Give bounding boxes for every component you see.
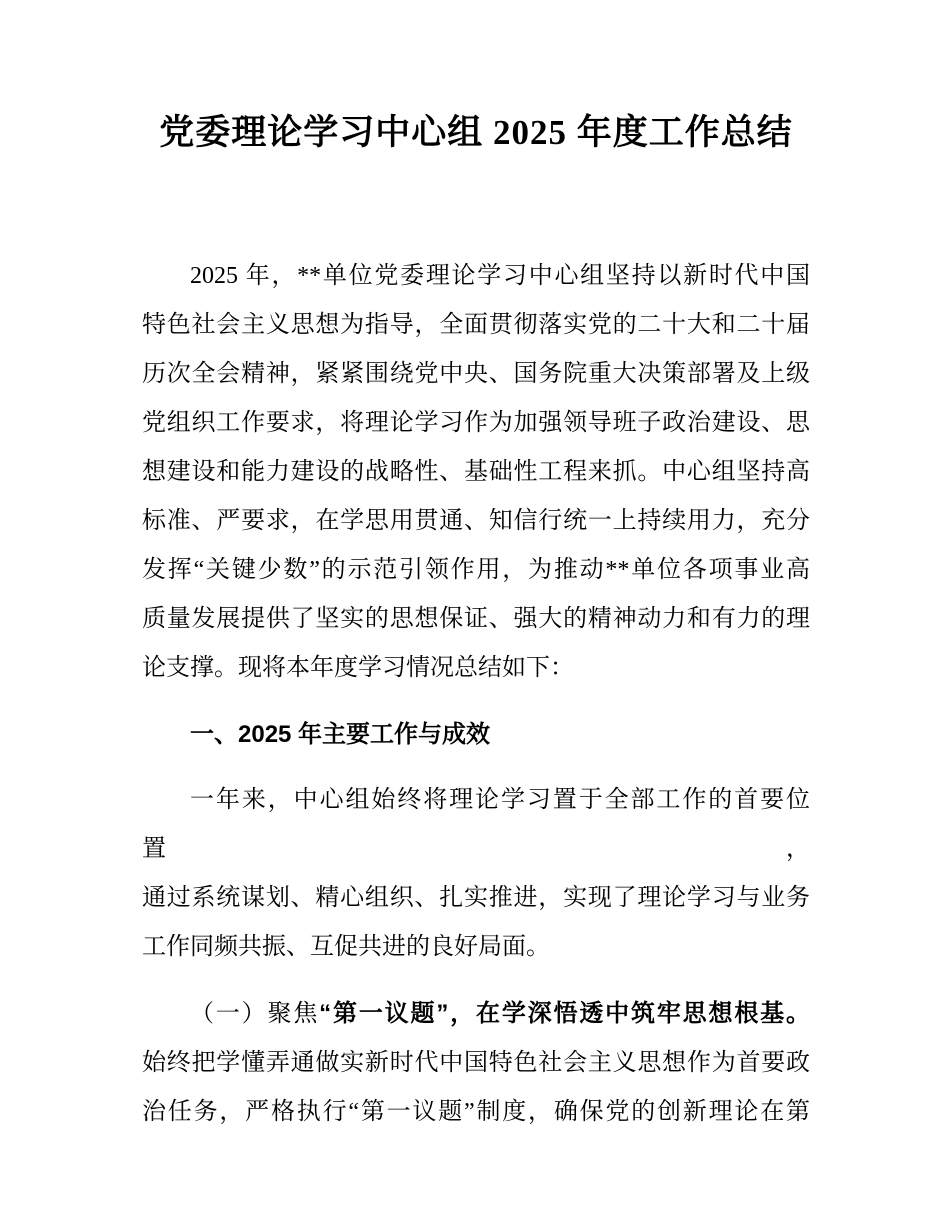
subsection-lead-bold: “第一议题”，在学深悟透中筑牢思想根基。	[319, 1000, 811, 1027]
text-line: 工作同频共振、互促共进的良好局面。	[142, 934, 550, 960]
text-line: 2025 年，**单位党委理论学习中心组坚持以新时代中国	[190, 263, 810, 289]
text-line: 始终把学懂弄通做实新时代中国特色社会主义思想作为首要政	[142, 1050, 810, 1076]
text-line: 通过系统谋划、精心组织、扎实推进，实现了理论学习与业务	[142, 885, 810, 911]
paragraph-section1-body	[142, 776, 810, 972]
text-line: 标准、严要求，在学思用贯通、知信行统一上持续用力，充分	[142, 508, 810, 534]
text-line: 想建设和能力建设的战略性、基础性工程来抓。中心组坚持高	[142, 459, 810, 485]
text-line: 党组织工作要求，将理论学习作为加强领导班子政治建设、思	[142, 410, 810, 436]
text-line-mixed	[142, 989, 810, 1039]
text-line: 历次全会精神，紧紧围绕党中央、国务院重大决策部署及上级	[142, 361, 810, 387]
paragraph-subsection1	[142, 989, 810, 1137]
text-line: 质量发展提供了坚实的思想保证、强大的精神动力和有力的理	[142, 606, 810, 632]
text-line: 发挥“关键少数”的示范引领作用，为推动**单位各项事业高	[142, 557, 810, 583]
text-line: 论支撑。现将本年度学习情况总结如下：	[142, 655, 574, 681]
text-line: 治任务，严格执行“第一议题”制度，确保党的创新理论在第	[142, 1099, 810, 1125]
text-line: 一年来，中心组始终将理论学习置于全部工作的首要位置，	[142, 787, 810, 862]
document-title: 党委理论学习中心组 2025 年度工作总结	[159, 113, 793, 152]
paragraph-intro	[142, 252, 810, 693]
text-line: 特色社会主义思想为指导，全面贯彻落实党的二十大和二十届	[142, 312, 810, 338]
section-heading-main-work: 一、2025 年主要工作与成效	[190, 721, 491, 748]
subsection-lead-regular: （一）聚焦	[190, 1001, 320, 1027]
